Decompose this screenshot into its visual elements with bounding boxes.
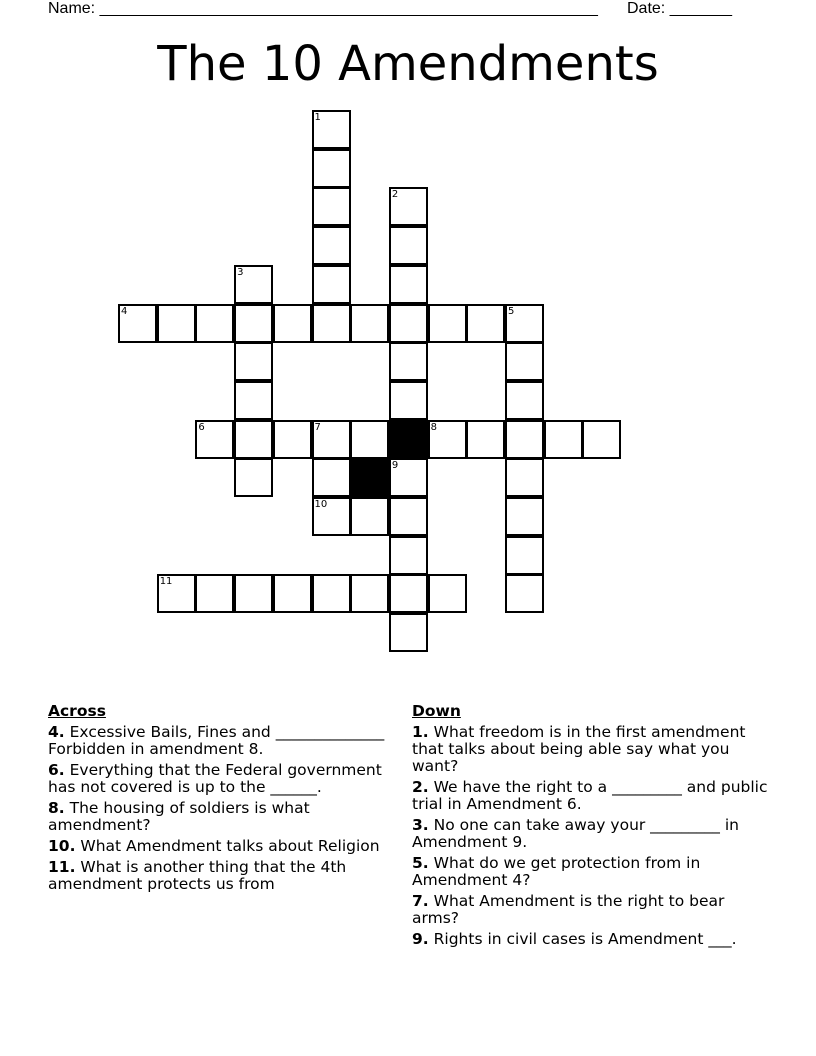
cell-number: 2 <box>391 189 399 201</box>
page-title: The 10 Amendments <box>157 36 659 92</box>
clue-text: What do we get protection from in Amendment 4? <box>412 854 701 889</box>
grid-cell[interactable] <box>234 342 273 381</box>
clue-across-11 <box>48 859 400 893</box>
clue-number: 10. <box>48 837 76 855</box>
grid-cell[interactable] <box>234 574 273 613</box>
grid-cell[interactable] <box>312 420 351 459</box>
cell-number: 8 <box>430 421 437 433</box>
clue-text: What is another thing that the 4th amendment protects us from <box>48 858 347 893</box>
clue-down-9 <box>412 931 768 948</box>
clue-across-6 <box>48 762 400 796</box>
grid-cell[interactable] <box>389 574 428 613</box>
clue-down-5 <box>412 855 768 889</box>
grid-cell[interactable] <box>389 304 428 343</box>
grid-cell[interactable] <box>312 265 351 304</box>
grid-cell[interactable] <box>234 420 273 459</box>
clue-across-8 <box>48 800 400 834</box>
grid-cell[interactable] <box>234 381 273 420</box>
grid-cell[interactable] <box>273 574 312 613</box>
clue-text: Everything that the Federal government has not covered is up to the ______. <box>48 761 382 796</box>
grid-cell[interactable] <box>234 458 273 497</box>
grid-cell[interactable] <box>505 381 544 420</box>
grid-block <box>389 420 428 459</box>
grid-cell[interactable] <box>312 304 351 343</box>
clue-number: 2. <box>412 778 429 796</box>
clue-number: 11. <box>48 858 76 876</box>
grid-cell[interactable] <box>466 420 505 459</box>
grid-cell[interactable] <box>389 536 428 575</box>
grid-cell[interactable] <box>312 149 351 188</box>
clue-number: 3. <box>412 816 429 834</box>
cell-number: 11 <box>159 576 173 588</box>
grid-cell[interactable] <box>428 574 467 613</box>
clue-text: What Amendment is the right to bear arms? <box>412 892 725 927</box>
clue-down-2 <box>412 779 768 813</box>
grid-cell[interactable] <box>312 458 351 497</box>
clue-number: 7. <box>412 892 429 910</box>
grid-cell[interactable] <box>389 613 428 652</box>
grid-cell[interactable] <box>195 574 234 613</box>
grid-cell[interactable] <box>157 304 196 343</box>
clue-number: 5. <box>412 854 429 872</box>
grid-cell[interactable] <box>428 420 467 459</box>
grid-cell[interactable] <box>466 304 505 343</box>
grid-cell[interactable] <box>389 226 428 265</box>
grid-cell[interactable] <box>389 342 428 381</box>
down-clues <box>412 702 768 952</box>
grid-cell[interactable] <box>505 536 544 575</box>
down-heading: Down <box>412 702 461 720</box>
grid-cell[interactable] <box>350 420 389 459</box>
cell-number: 6 <box>198 421 205 433</box>
cell-number: 7 <box>314 421 321 433</box>
clue-text: What freedom is in the first amendment that talks about being able say what you want? <box>412 723 746 775</box>
clue-text: Excessive Bails, Fines and ______________ Forbidden in amendment 8. <box>48 723 385 758</box>
grid-cell[interactable] <box>118 304 157 343</box>
grid-cell[interactable] <box>428 304 467 343</box>
grid-cell[interactable] <box>312 574 351 613</box>
clue-across-4 <box>48 724 400 758</box>
clue-text: What Amendment talks about Religion <box>80 837 380 855</box>
grid-cell[interactable] <box>389 187 428 226</box>
grid-cell[interactable] <box>234 304 273 343</box>
clue-number: 6. <box>48 761 65 779</box>
cell-number: 1 <box>314 112 321 123</box>
cell-number: 9 <box>391 460 399 472</box>
cell-number: 3 <box>237 266 244 278</box>
grid-cell[interactable] <box>350 497 389 536</box>
clue-across-10 <box>48 838 400 855</box>
grid-cell[interactable] <box>350 574 389 613</box>
grid-cell[interactable] <box>312 110 351 149</box>
name-field[interactable]: Name: ________________________________________________________ <box>48 0 598 17</box>
grid-cell[interactable] <box>389 381 428 420</box>
grid-cell[interactable] <box>505 458 544 497</box>
grid-cell[interactable] <box>389 497 428 536</box>
grid-cell[interactable] <box>505 304 544 343</box>
grid-cell[interactable] <box>312 226 351 265</box>
date-field[interactable]: Date: _______ <box>627 0 732 17</box>
grid-cell[interactable] <box>505 574 544 613</box>
grid-cell[interactable] <box>312 497 351 536</box>
grid-cell[interactable] <box>505 497 544 536</box>
across-heading: Across <box>48 702 106 720</box>
grid-cell[interactable] <box>273 304 312 343</box>
clue-number: 8. <box>48 799 65 817</box>
grid-cell[interactable] <box>389 265 428 304</box>
clue-text: The housing of soldiers is what amendment? <box>48 799 310 834</box>
grid-cell[interactable] <box>234 265 273 304</box>
grid-cell[interactable] <box>350 304 389 343</box>
grid-cell[interactable] <box>195 420 234 459</box>
clue-text: Rights in civil cases is Amendment ___. <box>433 930 737 948</box>
grid-cell[interactable] <box>505 342 544 381</box>
cell-number: 5 <box>508 305 515 317</box>
clue-down-3 <box>412 817 768 851</box>
clue-number: 9. <box>412 930 429 948</box>
cell-number: 4 <box>121 305 128 317</box>
grid-cell[interactable] <box>157 574 196 613</box>
clue-down-1 <box>412 724 768 775</box>
grid-cell[interactable] <box>544 420 583 459</box>
clue-number: 1. <box>412 723 429 741</box>
grid-cell[interactable] <box>312 187 351 226</box>
clue-text: We have the right to a _________ and public trial in Amendment 6. <box>412 778 768 813</box>
cell-number: 10 <box>314 499 328 510</box>
grid-block <box>350 458 389 497</box>
across-clues <box>48 702 400 897</box>
clue-down-7 <box>412 893 768 927</box>
grid-cell[interactable] <box>273 420 312 459</box>
grid-cell[interactable] <box>505 420 544 459</box>
clue-text: No one can take away your _________ in Amendment 9. <box>412 816 739 851</box>
grid-cell[interactable] <box>582 420 621 459</box>
grid-cell[interactable] <box>389 458 428 497</box>
clue-number: 4. <box>48 723 65 741</box>
grid-cell[interactable] <box>195 304 234 343</box>
